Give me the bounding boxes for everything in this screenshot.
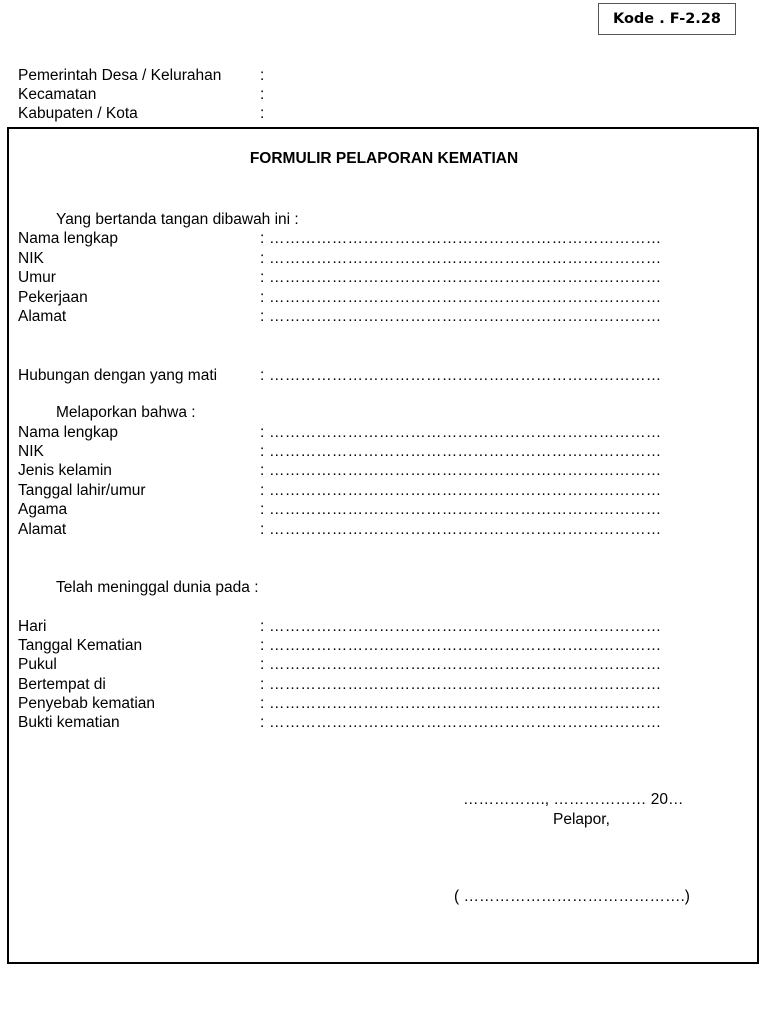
field-label: Alamat	[18, 521, 67, 538]
field-label: Penyebab kematian	[18, 695, 156, 712]
field-colon: :	[260, 521, 265, 538]
fill-in-line[interactable]: …………………………………………………………………	[269, 482, 662, 499]
field-colon: :	[260, 482, 265, 499]
field-label: Tanggal Kematian	[18, 637, 143, 654]
field-label: Tanggal lahir/umur	[18, 482, 146, 499]
field-label: Nama lengkap	[18, 424, 118, 441]
fill-in-line[interactable]: …………………………………………………………………	[269, 695, 662, 712]
header-field-label: Pemerintah Desa / Kelurahan	[18, 67, 222, 84]
fill-in-line[interactable]: …………………………………………………………………	[269, 367, 662, 384]
fill-in-line[interactable]: …………………………………………………………………	[269, 656, 662, 673]
field-colon: :	[260, 637, 265, 654]
field-label: Hubungan dengan yang mati	[18, 367, 218, 384]
field-colon: :	[260, 367, 265, 384]
field-label: Pekerjaan	[18, 289, 88, 306]
fill-in-line[interactable]: …………………………………………………………………	[269, 462, 662, 479]
section3-intro: Telah meninggal dunia pada :	[56, 579, 259, 596]
fill-in-line[interactable]: …………………………………………………………………	[269, 637, 662, 654]
field-colon: :	[260, 269, 265, 286]
field-colon: :	[260, 308, 265, 325]
fill-in-line[interactable]: …………………………………………………………………	[269, 230, 662, 247]
field-colon: :	[260, 676, 265, 693]
field-colon: :	[260, 230, 265, 247]
field-colon: :	[260, 714, 265, 731]
field-label: Agama	[18, 501, 68, 518]
field-colon: :	[260, 289, 265, 306]
field-colon: :	[260, 618, 265, 635]
field-label: NIK	[18, 250, 44, 267]
fill-in-line[interactable]: …………………………………………………………………	[269, 676, 662, 693]
field-label: Jenis kelamin	[18, 462, 112, 479]
header-field-colon: :	[260, 105, 265, 122]
field-label: Alamat	[18, 308, 67, 325]
header-field-colon: :	[260, 86, 265, 103]
fill-in-line[interactable]: …………………………………………………………………	[269, 308, 662, 325]
fill-in-line[interactable]: …………………………………………………………………	[269, 269, 662, 286]
section2-intro: Melaporkan bahwa :	[56, 404, 196, 421]
field-label: Bertempat di	[18, 676, 106, 693]
field-label: NIK	[18, 443, 44, 460]
section1-intro: Yang bertanda tangan dibawah ini :	[56, 211, 299, 228]
field-colon: :	[260, 462, 265, 479]
form-code: Kode . F-2.28	[598, 3, 736, 35]
field-label: Pukul	[18, 656, 57, 673]
field-colon: :	[260, 443, 265, 460]
fill-in-line[interactable]: …………………………………………………………………	[269, 424, 662, 441]
field-label: Umur	[18, 269, 56, 286]
reporter-label: Pelapor,	[553, 811, 610, 828]
form-title: FORMULIR PELAPORAN KEMATIAN	[249, 150, 519, 167]
fill-in-line[interactable]: …………………………………………………………………	[269, 289, 662, 306]
header-field-label: Kabupaten / Kota	[18, 105, 138, 122]
fill-in-line[interactable]: …………………………………………………………………	[269, 501, 662, 518]
field-colon: :	[260, 695, 265, 712]
signature-date-line[interactable]: ……………., ……………… 20…	[463, 791, 684, 808]
fill-in-line[interactable]: …………………………………………………………………	[269, 443, 662, 460]
fill-in-line[interactable]: …………………………………………………………………	[269, 618, 662, 635]
field-colon: :	[260, 501, 265, 518]
field-label: Bukti kematian	[18, 714, 120, 731]
field-label: Nama lengkap	[18, 230, 118, 247]
header-field-colon: :	[260, 67, 265, 84]
field-colon: :	[260, 424, 265, 441]
fill-in-line[interactable]: …………………………………………………………………	[269, 714, 662, 731]
field-label: Hari	[18, 618, 47, 635]
fill-in-line[interactable]: …………………………………………………………………	[269, 521, 662, 538]
field-colon: :	[260, 656, 265, 673]
fill-in-line[interactable]: …………………………………………………………………	[269, 250, 662, 267]
signature-name-line[interactable]: ( …………………………………….)	[454, 888, 690, 905]
header-field-label: Kecamatan	[18, 86, 97, 103]
field-colon: :	[260, 250, 265, 267]
